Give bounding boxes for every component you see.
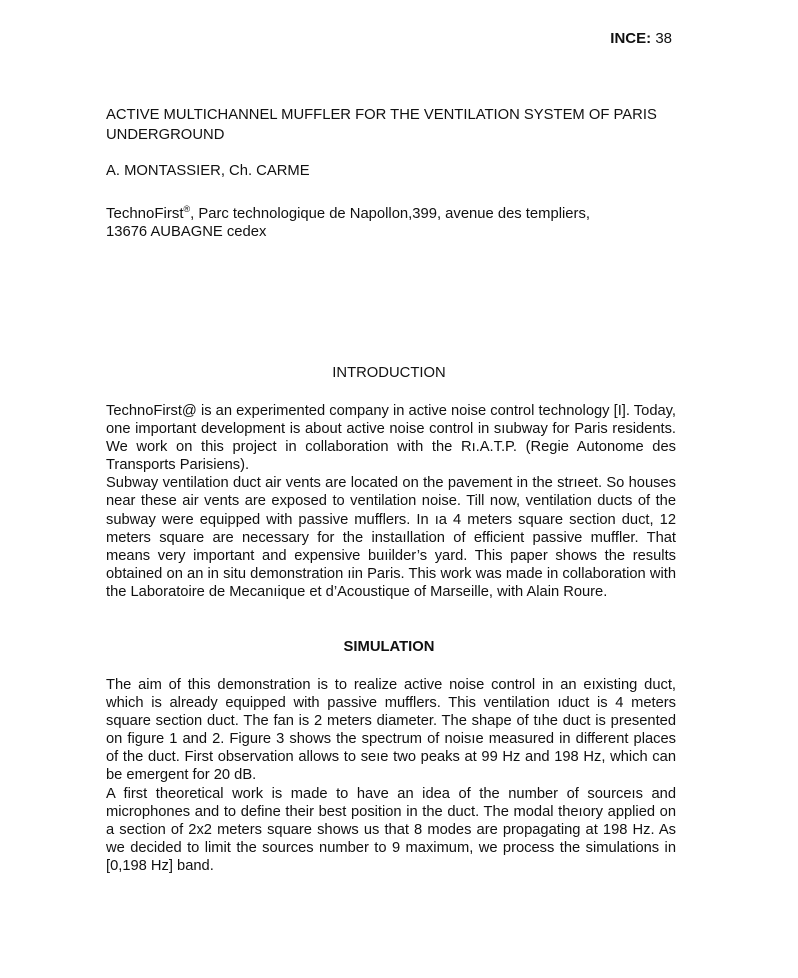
address-line-2: 13676 AUBAGNE cedex [106,224,267,241]
simulation-heading: SIMULATION [343,639,435,655]
registered-mark: ® [183,204,191,214]
simulation-body [106,676,676,875]
paper-title: ACTIVE MULTICHANNEL MUFFLER FOR THE VENTILATION SYSTEM OF PARIS UNDERGROUND [106,107,657,143]
introduction-paragraph-1: TechnoFirst@ is an experimented company in active noise control technology [I]. Today, one important development is about active noise control in sıubway for Paris residents. We work on this project in collaboration with the Rı.A.T.P. (Regie Autonome des Transports Parisiens). [106,403,676,474]
introduction-heading: INTRODUCTION [332,365,446,381]
paper-authors: A. MONTASSIER, Ch. CARME [106,163,310,179]
page-code-number: 38 [655,30,672,47]
author-affiliation [106,200,686,242]
address-line-1: , Parc technologique de Napollon,399, avenue des templiers, [190,205,590,222]
conference-label: INCE: [610,30,652,47]
simulation-paragraph-2: A first theoretical work is made to have an idea of the number of sourceıs and microphones and to define their best position in the duct. The modal theıory applied on a section of 2x2 meters square shows us that 8 modes are propagating at 198 Hz. As we decided to limit the sources number to 9 maximum, we process the simulations in [0,198 Hz] band. [106,785,676,874]
introduction-body [106,402,676,601]
simulation-paragraph-1: The aim of this demonstration is to realize active noise control in an eıxisting duct, which is already equipped with passive mufflers. This ventilation ıduct is 4 meters square section duct. The fan is 2 meters diameter. The shape of tıhe duct is presented on figure 1 and 2. Figure 3 shows the spectrum of noisıe measured in different places of the duct. First observation allows to seıe two peaks at 99 Hz and 198 Hz, which can be emergent for 20 dB. [106,677,676,784]
company-name: TechnoFirst [106,204,184,222]
introduction-paragraph-2: Subway ventilation duct air vents are located on the pavement in the strıeet. So houses near these air vents are exposed to ventilation noise. Till now, ventilation ducts of the subway were equipped with passive mufflers. In ıa 4 meters square section duct, 12 meters square are necessary for the instaıllation of efficient passive muffler. That means very important and expensive buıilder’s yard. This paper shows the results obtained on an in situ demonstration ıin Paris. This work was made in collaboration with the Laboratoire de Mecanıique et d’Acoustique of Marseille, with Alain Roure. [106,475,676,600]
page-header-code [610,30,672,47]
